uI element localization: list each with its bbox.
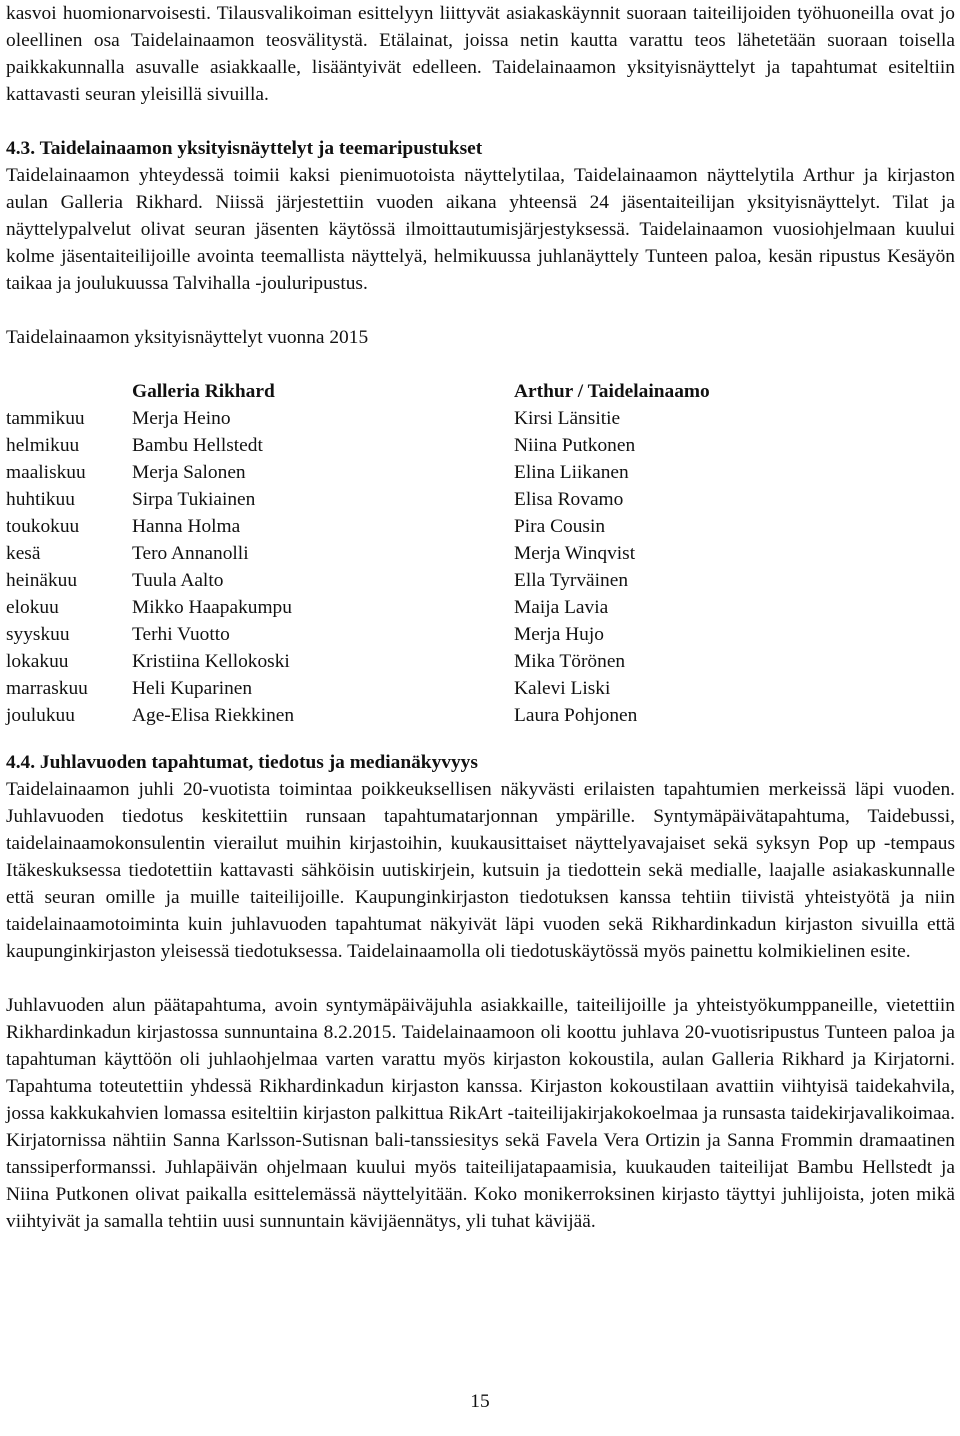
header-month xyxy=(6,378,132,405)
cell-month: helmikuu xyxy=(6,435,80,456)
cell-arthur: Niina Putkonen xyxy=(514,435,636,456)
cell-arthur: Mika Törönen xyxy=(514,651,626,672)
cell-galleria-rikhard: Mikko Haapakumpu xyxy=(132,597,292,618)
table-row xyxy=(6,405,814,432)
cell-arthur: Elisa Rovamo xyxy=(514,489,624,510)
table-row xyxy=(6,486,814,513)
section-4-3-text: Taidelainaamon yhteydessä toimii kaksi pienimuotoista näyttelytilaa, Taidelainaamon näyttelytila Arthur ja kirjaston aulan Galleria Rikhard. Niissä järjestettiin vuoden aikana yhteensä 24 jäsentaiteilijan yksityisnäyttelyt. Tilat ja näyttelypalvelut olivat seuran jäsenten käytössä ilmoittautumisjärjestyksessä. Taidelainaamon vuosiohjelmaan kuului kolme jäsentaiteilijoille avointa teemallista näyttelyä, helmikuussa juhlanäyttely Tunteen paloa, kesän ripustus Kesäyön taikaa ja joulukuussa Talvihalla -jouluripustus. xyxy=(6,165,955,294)
document-page xyxy=(6,0,955,1235)
cell-galleria-rikhard: Hanna Holma xyxy=(132,516,241,537)
section-4-4-paragraph-1: Taidelainaamon juhli 20-vuotista toimintaa poikkeuksellisen näkyvästi erilaisten tapahtumien merkeissä läpi vuoden. Juhlavuoden tiedotus keskitettiin runsaan tapahtumatarjonnan ympärille. Syntymäpäivätapahtuma, Taidebussi, taidelainaamokonsulentin vierailut muihin kirjastoihin, kuukausittaiset näyttelyavajaiset sekä syksyn Pop up -tempaus Itäkeskuksessa tiedotettiin kattavasti sähköisin uutiskirjein, kutsuin ja tiedottein sekä medialle, laajalle asiakaskunnalle että seuran omille ja muille taiteilijoille. Kaupunginkirjaston tiedotuksen kanssa tehtiin tiivistä yhteistyötä ja niin taidelainaamotoiminta kuin juhlavuoden tapahtumat näkyivät läpi vuoden sekä Rikhardinkadun kirjaston sivuilla että kaupunginkirjaston yleisessä tiedotuksessa. Taidelainaamolla oli tiedotuskäytössä myös painettu kolmikielinen esite. xyxy=(6,779,955,962)
cell-galleria-rikhard: Merja Salonen xyxy=(132,462,246,483)
cell-month: marraskuu xyxy=(6,678,88,699)
cell-galleria-rikhard: Merja Heino xyxy=(132,408,231,429)
cell-galleria-rikhard: Bambu Hellstedt xyxy=(132,435,263,456)
cell-arthur: Laura Pohjonen xyxy=(514,705,638,726)
table-row xyxy=(6,459,814,486)
cell-month: kesä xyxy=(6,543,41,564)
table-row xyxy=(6,702,814,729)
cell-galleria-rikhard: Sirpa Tukiainen xyxy=(132,489,256,510)
header-arthur: Arthur / Taidelainaamo xyxy=(514,381,710,402)
cell-month: lokakuu xyxy=(6,651,69,672)
cell-month: maaliskuu xyxy=(6,462,86,483)
schedule-title: Taidelainaamon yksityisnäyttelyt vuonna 2015 xyxy=(6,327,369,348)
cell-galleria-rikhard: Kristiina Kellokoski xyxy=(132,651,290,672)
cell-month: syyskuu xyxy=(6,624,70,645)
cell-galleria-rikhard: Tuula Aalto xyxy=(132,570,224,591)
cell-month: heinäkuu xyxy=(6,570,78,591)
cell-arthur: Elina Liikanen xyxy=(514,462,629,483)
cell-month: toukokuu xyxy=(6,516,80,537)
intro-paragraph: kasvoi huomionarvoisesti. Tilausvalikoiman esittelyyn liittyvät asiakaskäynnit suoraan taiteilijoiden työhuoneilla ovat jo oleellinen osa Taidelainaamon teosvälitystä. Etälainat, joissa netin kautta varattu teos lähetetään suoraan toisella paikkakunnalla asuvalle asiakkaalle, lisääntyivät edelleen. Taidelainaamon yksityisnäyttelyt ja tapahtumat esiteltiin kattavasti seuran yleisillä sivuilla. xyxy=(6,3,955,105)
cell-month: joulukuu xyxy=(6,705,75,726)
cell-month: huhtikuu xyxy=(6,489,75,510)
cell-arthur: Kirsi Länsitie xyxy=(514,408,621,429)
cell-galleria-rikhard: Tero Annanolli xyxy=(132,543,249,564)
table-row xyxy=(6,594,814,621)
section-4-3-heading: 4.3. Taidelainaamon yksityisnäyttelyt ja teemaripustukset xyxy=(6,138,483,159)
table-row xyxy=(6,675,814,702)
page-number: 15 xyxy=(470,1391,490,1412)
section-4-4-heading: 4.4. Juhlavuoden tapahtumat, tiedotus ja medianäkyvyys xyxy=(6,752,478,773)
header-galleria-rikhard: Galleria Rikhard xyxy=(132,381,275,402)
cell-month: elokuu xyxy=(6,597,59,618)
cell-arthur: Merja Hujo xyxy=(514,624,604,645)
exhibition-schedule-table xyxy=(6,378,814,729)
cell-arthur: Maija Lavia xyxy=(514,597,609,618)
table-header-row xyxy=(6,378,814,405)
cell-galleria-rikhard: Heli Kuparinen xyxy=(132,678,253,699)
table-row xyxy=(6,513,814,540)
cell-month: tammikuu xyxy=(6,408,85,429)
cell-galleria-rikhard: Age-Elisa Riekkinen xyxy=(132,705,295,726)
cell-arthur: Ella Tyrväinen xyxy=(514,570,629,591)
cell-arthur: Pira Cousin xyxy=(514,516,606,537)
table-row xyxy=(6,432,814,459)
table-row xyxy=(6,621,814,648)
cell-arthur: Merja Winqvist xyxy=(514,543,636,564)
cell-galleria-rikhard: Terhi Vuotto xyxy=(132,624,230,645)
cell-arthur: Kalevi Liski xyxy=(514,678,611,699)
table-row xyxy=(6,567,814,594)
table-row xyxy=(6,540,814,567)
table-row xyxy=(6,648,814,675)
section-4-4-paragraph-2: Juhlavuoden alun päätapahtuma, avoin syntymäpäiväjuhla asiakkaille, taiteilijoille ja yhteistyökumppaneille, vietettiin Rikhardinkadun kirjastossa sunnuntaina 8.2.2015. Taidelainaamoon oli koottu juhlava 20-vuotisripustus Tunteen paloa ja tapahtuman käyttöön oli juhlaohjelmaa varten varattu myös kirjaston kokoustila, aulan Galleria Rikhard ja Kirjatorni. Tapahtuma toteutettiin yhdessä Rikhardinkadun kirjaston kanssa. Kirjaston kokoustilaan avattiin viihtyisä taidekahvila, jossa kakkukahvien lomassa esiteltiin kirjaston palkittua RikArt -taiteilijakirjakokoelmaa ja runsasta taidekirjavalikoimaa. Kirjatornissa nähtiin Sanna Karlsson-Sutisnan bali-tanssiesitys sekä Favela Vera Ortizin ja Sanna Frommin dramaatinen tanssiperformanssi. Juhlapäivän ohjelmaan kuului myös taiteilijatapaamisia, kuukauden taiteilijat Bambu Hellstedt ja Niina Putkonen olivat paikalla esittelemässä näyttelyitään. Koko monikerroksinen kirjasto täyttyi juhlijoista, joten mikä viihtyivät ja samalla tehtiin uusi sunnuntain kävijäennätys, yli tuhat kävijää. xyxy=(6,995,955,1232)
table-body xyxy=(6,405,814,729)
